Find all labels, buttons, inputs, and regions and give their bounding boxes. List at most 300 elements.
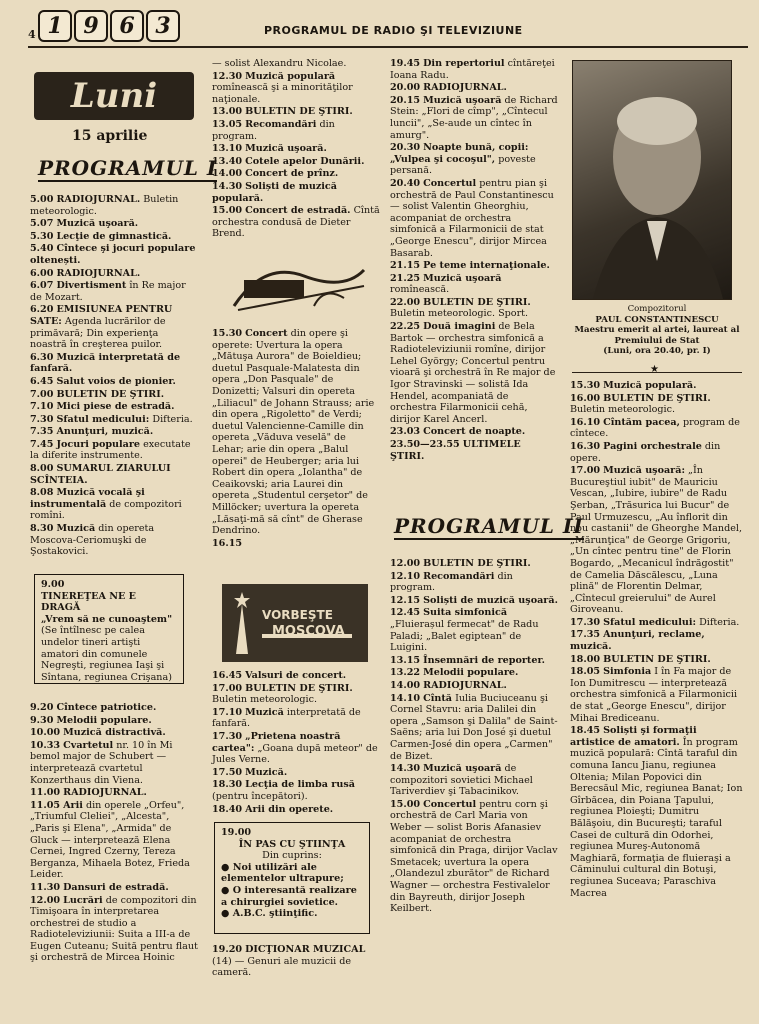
program-entry — [390, 595, 558, 607]
entry-time: 20.15 — [390, 94, 421, 106]
column-2-list-d — [212, 944, 380, 980]
page-number: 4 — [28, 28, 36, 41]
entry-title: Din repertoriul — [423, 58, 505, 69]
entry-time: 12.00 — [30, 894, 61, 906]
entry-title: Simfonia — [603, 666, 652, 678]
entry-title: Pagini orchestrale — [603, 440, 702, 452]
program-entry — [212, 143, 380, 155]
entry-time: 17.00 — [570, 465, 601, 477]
entry-time: 16.15 — [212, 537, 243, 549]
caption-label: Compozitorul — [627, 304, 687, 314]
vorbeste-line1: VORBEŞTE — [262, 608, 333, 622]
entry-title: BULETIN DE ŞTIRI. — [245, 106, 353, 118]
program-entry — [30, 882, 198, 894]
entry-time: 18.40 — [212, 803, 243, 815]
composer-photo — [572, 60, 732, 300]
entry-title: RADIOJURNAL. — [423, 82, 507, 94]
entry-time: 7.00 — [30, 388, 54, 400]
entry-time: 16.00 — [570, 392, 601, 404]
program-entry — [30, 218, 198, 230]
entry-time: 13.22 — [390, 667, 421, 679]
entry-title: SUMARUL ZIARULUI SCÎNTEIA. — [30, 463, 171, 486]
program-entry — [570, 654, 744, 666]
entry-title: Concertul — [423, 798, 477, 810]
entry-desc: nr. 10 în Mi bemol major de Schubert — interpretează cvartetul Konzerthaus din Viena. — [30, 739, 173, 786]
entry-title: Muzică uşoară. — [56, 218, 139, 230]
entry-desc: „În Bucureştiul iubit" de Mauriciu Vescan, „Iubire, iubire" de Radu Şerban, „Trăsurica lui Bucur" de Paul Urmuzescu, „Au înflorit din nou castanii" de Gheorghe Mandel, „Mărunţica" de George Grigoriu, „Un cîntec pentru tine" de Florin Bogardo, „Mecanicul îndrăgostit" de Camelia Dăscălescu, „Luna plină" de Florentin Delmar, „Cîntecul greierului" de Aurel Giroveanu. — [570, 465, 743, 616]
entry-time: 5.40 — [30, 243, 54, 255]
entry-title: BULETIN DE ŞTIRI. — [245, 682, 353, 694]
entry-time: 7.45 — [30, 438, 54, 450]
entry-title: Muzică uşoară — [423, 763, 502, 775]
entry-time: 12.10 — [390, 570, 421, 582]
entry-desc: Agenda lucrărilor de primăvară; Din experienţa noastră în creşterea puilor. — [30, 315, 166, 351]
entry-desc: cîntăreţei Ioana Radu. — [390, 58, 555, 81]
entry-time: 18.05 — [570, 666, 601, 678]
entry-desc: I în Fa major de Ion Dumitrescu — interpretează orchestra simfonică a Filarmonicii de stat „George Enescu", dirijor Mihai Brediceanu. — [570, 666, 738, 724]
program-entry — [390, 667, 558, 679]
program-1-title: PROGRAMUL I — [38, 156, 218, 180]
entry-desc: „Goana după meteor" de Jules Verne. — [212, 742, 378, 766]
tineretea-desc: (Se întîlnesc pe calea undelor tineri artişti amatori din comunele Negreşti, regiunea Iaşi şi Sîntana, regiunea Crişana) — [41, 625, 172, 683]
entry-time: 15.00 — [390, 798, 421, 810]
program-entry — [30, 487, 198, 522]
entry-title: Cîntece şi jocuri populare oltenești. — [30, 243, 196, 266]
entry-title: Două imagini — [423, 321, 496, 333]
entry-title: Mici piese de estradă. — [56, 401, 175, 413]
entry-time: 8.00 — [30, 463, 54, 475]
entry-title: Muzică uşoară — [423, 94, 502, 106]
entry-time: 6.30 — [30, 351, 54, 363]
entry-desc: de Bela Bartok — orchestra simfonică a Radioteleviziunii romîne, dirijor Lehel György; Concertul pentru vioară şi orchestră în Re major de Igor Stravinski — solistă Ida Hendel, acompaniată de orchestra Filarmonicii cehă, dirijor Karel Ancerl. — [390, 321, 556, 425]
program-entry — [30, 194, 198, 217]
entry-time: 14.30 — [390, 763, 421, 775]
entry-time: 19.45 — [390, 58, 421, 69]
entry-title: Recomandări — [423, 570, 495, 582]
entry-desc: pentru pian şi orchestră de Paul Constantinescu — solist Valentin Gheorghiu, acompaniat de orchestra simfonică a Filarmonicii de stat „George Enescu", dirijor Mircea Basarab. — [390, 177, 554, 259]
entry-title: Muzică. — [245, 766, 288, 778]
program-entry — [570, 393, 744, 416]
entry-time: 19.20 — [212, 944, 243, 955]
entry-time: 11.00 — [30, 787, 61, 799]
entry-title: Concert de estradă. — [245, 205, 351, 217]
entry-title: RADIOJURNAL. — [63, 787, 147, 799]
orchestra-illustration — [224, 256, 374, 318]
entry-desc: poveste persană. — [390, 153, 536, 177]
entry-title: Muzică populară — [245, 70, 336, 82]
entry-desc: de compozitori romîni. — [30, 498, 182, 522]
entry-time: 17.30 — [570, 616, 601, 628]
program-entry — [390, 58, 558, 81]
entry-title: Soliști de muzică uşoară. — [423, 594, 558, 606]
entry-desc: din program. — [390, 570, 513, 594]
program-entry — [30, 463, 198, 486]
year-digit: 3 — [146, 10, 180, 42]
entry-time: 6.45 — [30, 375, 54, 387]
entry-title: BULETIN DE ŞTIRI. — [423, 558, 531, 569]
entry-desc: în Re major de Mozart. — [30, 280, 186, 303]
column-1-list — [30, 194, 198, 559]
entry-desc: Buletin meteorologic. — [30, 194, 179, 217]
year-digit: 6 — [110, 10, 144, 42]
entry-desc: de Richard Stein: „Flori de cîmp", „Cîntecul luncii", „Se-aude un cîntec în amurg". — [390, 94, 558, 141]
program-entry — [30, 376, 198, 388]
program-entry — [30, 439, 198, 462]
caption-text: Maestru emerit al artei, laureat al Premiului de Stat — [574, 325, 740, 346]
entry-time: 7.30 — [30, 413, 54, 425]
program-entry — [390, 178, 558, 259]
program-entry — [212, 181, 380, 204]
entry-time: 9.20 — [30, 702, 54, 713]
entry-time: 18.00 — [570, 653, 601, 665]
program-entry — [30, 280, 198, 303]
program-entry — [212, 731, 380, 766]
entry-title: Arii din operete. — [245, 803, 334, 815]
stiinta-time: 19.00 — [221, 827, 252, 838]
entry-title: Recomandări — [245, 118, 317, 130]
entry-title: RADIOJURNAL. — [56, 267, 141, 279]
program-entry — [390, 558, 558, 570]
entry-title: DICŢIONAR MUZICAL — [245, 944, 366, 955]
caption-name: PAUL CONSTANTINESCU — [595, 314, 719, 325]
stiinta-box — [214, 822, 370, 934]
entry-title: BULETIN DE ŞTIRI. — [423, 296, 531, 308]
column-2-list-c — [212, 670, 380, 816]
entry-title: Însemnări de reporter. — [423, 654, 545, 666]
entry-title: Muzică interpretată de fanfară. — [30, 351, 181, 375]
program-entry — [390, 95, 558, 141]
entry-time: 11.30 — [30, 881, 61, 893]
day-name: Luni — [70, 76, 158, 116]
entry-title: Muzică uşoară. — [245, 143, 327, 155]
entry-time: 20.40 — [390, 177, 421, 189]
entry-time: 16.45 — [212, 670, 243, 681]
column-3-list — [390, 58, 558, 463]
entry-time: 14.30 — [212, 180, 243, 192]
program-entry — [390, 321, 558, 425]
entry-desc: program de cîntece. — [570, 416, 740, 440]
entry-time: 16.10 — [570, 416, 601, 428]
program-entry — [212, 670, 380, 682]
entry-desc: Difteria. — [696, 616, 740, 628]
entry-time: 14.00 — [390, 679, 421, 691]
program-entry — [30, 231, 198, 243]
year-digit: 1 — [38, 10, 72, 42]
entry-title: Noapte bună, copii: „Vulpea şi cocoşul", — [390, 142, 529, 165]
entry-time: 13.00 — [212, 106, 243, 118]
entry-title: Muzică populară. — [603, 380, 697, 391]
entry-title: Valsuri de concert. — [245, 670, 347, 681]
entry-desc: din opere şi operete: Uvertura la opera „Mătuşa Aurora" de Boieldieu; duetul Pasquale-Malatesta din opera „Don Pasquale" de Donizetti; Valsuri din opereta „Liliacul" de Johann Strauss; arie din opera „Rigoletto" de Verdi; duetul Valencienne-Camille din opereta „Văduva veselă" de Lehar; arie din opera „Balul operei" de Heuberger; aria lui Robert din opera „Iolantha" de Ceaikovski; aria Laurei din opereta „Studentul cerşetor" de Millöcker; uvertura la opereta „Lăsaţi-mă să cînt" de Gherase Dendrino. — [212, 328, 375, 537]
entry-title: Muzică uşoară: — [603, 465, 685, 477]
entry-desc: „Fluierașul fermecat" de Radu Paladi; „Balet egiptean" de Luigini. — [390, 618, 539, 654]
program-entry — [30, 523, 198, 558]
entry-desc: din opere. — [570, 440, 721, 464]
entry-title: Anunţuri, reclame, muzică. — [570, 629, 705, 653]
program-entry — [30, 715, 198, 727]
program-entry — [212, 767, 380, 779]
page-header — [28, 8, 748, 44]
entry-desc: de compozitori din Timişoara în interpretarea orchestrei de studio a Radioteleviziunii: Suita a III-a de Eugen Cuteanu; Suită pentru flaut şi orchestră de Mircea Hoinic — [30, 894, 198, 964]
photo-caption — [572, 304, 742, 357]
entry-desc: Iulia Buciuceanu şi Cornel Stavru: aria Dalilei din opera „Samson şi Dalila" de Saint-Saëns; aria lui Don José şi duetul Carmen-José din opera „Carmen" de Bizet. — [390, 692, 558, 762]
entry-time: 13.40 — [212, 155, 243, 167]
program-entry — [30, 243, 198, 266]
program-entry — [212, 205, 380, 240]
program-entry — [30, 268, 198, 280]
entry-title: Concert — [245, 328, 288, 339]
entry-title: Anunţuri, muzică. — [56, 426, 154, 438]
entry-title: „Prietena noastră cartea": — [212, 730, 341, 754]
entry-time: 12.00 — [390, 558, 421, 569]
entry-time: 14.10 — [390, 692, 421, 704]
entry-title: Pe teme internaţionale. — [423, 260, 550, 272]
entry-time: 18.45 — [570, 725, 601, 737]
tineretea-time: 9.00 — [41, 579, 65, 590]
entry-desc: Difteria. — [149, 413, 193, 425]
entry-desc: din operele „Orfeu", „Triumful Cleliei", „Alcesta", „Paris şi Elena", „Armida" de Gluck — interpretează Elena Cernei, Ingred Czerny, Tereza Berganza, Mihaela Botez, Frieda Leider. — [30, 799, 190, 881]
entry-title: EMISIUNEA PENTRU SATE: — [30, 304, 173, 327]
entry-desc: Buletin meteorologic. Sport. — [390, 308, 529, 320]
tineretea-box — [34, 574, 184, 684]
program-entry — [30, 800, 198, 881]
program-entry — [212, 328, 380, 537]
entry-time: 16.30 — [570, 440, 601, 452]
program-entry — [212, 683, 380, 706]
entry-title: ULTIMELE ŞTIRI. — [390, 439, 521, 462]
program-entry — [30, 426, 198, 438]
entry-title: Soliști de muzică populară. — [212, 180, 337, 204]
column-2-list — [212, 58, 380, 241]
entry-title: Cîntece patriotice. — [56, 702, 157, 713]
entry-title: Dansuri de estradă. — [63, 881, 169, 893]
program-entry — [30, 401, 198, 413]
program-entry — [570, 617, 744, 629]
entry-time: 17.35 — [570, 629, 601, 641]
entry-time: 11.05 — [30, 799, 61, 811]
entry-title: Concertul — [423, 177, 477, 189]
entry-title: Muzică vocală şi instrumentală — [30, 487, 145, 510]
entry-title: Cvartetul — [63, 739, 114, 751]
entry-time: 23.03 — [390, 426, 421, 438]
entry-title: Salut voios de pionier. — [56, 375, 176, 387]
program-entry — [212, 58, 380, 70]
entry-title: RADIOJURNAL. — [56, 194, 141, 205]
program-entry — [570, 465, 744, 616]
entry-title: Cîntăm pacea, — [603, 416, 680, 428]
entry-title: Melodii populare. — [423, 667, 519, 679]
entry-time: 6.20 — [30, 304, 54, 316]
running-head: PROGRAMUL DE RADIO ŞI TELEVIZIUNE — [264, 24, 523, 37]
entry-time: 5.30 — [30, 230, 54, 242]
entry-desc: executate la diferite instrumente. — [30, 438, 191, 462]
entry-desc: — solist Alexandru Nicolae. — [212, 58, 347, 69]
entry-title: RADIOJURNAL. — [423, 679, 507, 691]
entry-time: 14.00 — [212, 168, 243, 180]
entry-time: 22.00 — [390, 296, 421, 308]
entry-time: 5.07 — [30, 218, 54, 230]
entry-time: 23.50—23.55 — [390, 439, 460, 450]
program-entry — [30, 727, 198, 739]
program-entry — [390, 655, 558, 667]
entry-time: 17.50 — [212, 766, 243, 778]
program-entry — [390, 297, 558, 320]
entry-time: 8.08 — [30, 487, 54, 499]
program-entry — [30, 389, 198, 401]
tineretea-title: TINEREŢEA NE E DRAGĂ — [41, 590, 136, 614]
entry-title: Cîntă — [423, 692, 453, 704]
stiinta-bullet: ● O interesantă realizare a chirurgiei sovietice. — [221, 884, 357, 908]
column-3-list-b — [390, 558, 558, 916]
entry-desc: (pentru începători). — [212, 790, 308, 802]
program-entry — [570, 441, 744, 464]
program-entry — [30, 352, 198, 375]
program-entry — [570, 380, 744, 392]
program-entry — [390, 607, 558, 653]
stiinta-bullet: ● Noi utilizări ale elementelor ultrapure; — [221, 861, 344, 885]
entry-time: 12.15 — [390, 594, 421, 606]
entry-title: Muzică uşoară — [423, 272, 502, 284]
vorbeste-line2: MOSCOVA — [272, 624, 345, 639]
program-entry — [30, 414, 198, 426]
entry-time: 21.15 — [390, 260, 421, 272]
entry-title: Muzică — [245, 706, 284, 718]
entry-desc: interpretată de fanfară. — [212, 706, 361, 730]
entry-time: 21.25 — [390, 272, 421, 284]
entry-title: Arii — [63, 799, 83, 811]
entry-title: Lucrări — [63, 894, 103, 906]
entry-time: 7.35 — [30, 426, 54, 438]
entry-time: 15.30 — [570, 380, 601, 391]
entry-title: Suita simfonică — [423, 607, 508, 619]
entry-desc: romînească şi a minorităţilor naţionale. — [212, 82, 353, 105]
entry-time: 6.07 — [30, 280, 54, 292]
entry-title: Jocuri populare — [56, 438, 141, 450]
entry-time: 10.00 — [30, 727, 61, 739]
program-entry — [390, 82, 558, 94]
entry-title: Sfatul medicului: — [603, 616, 697, 628]
entry-title: Soliști şi formaţii artistice de amatori. — [570, 725, 697, 748]
entry-desc: pentru corn şi orchestră de Carl Maria von Weber — solist Boris Afanasiev acompaniat de orchestra simfonică din Praga, dirijor Vaclav Smetacek; uvertura la opera „Olandezul zburător" de Richard Wagner — orchestra Festivalelor din Bayreuth, dirijor Joseph Keilbert. — [390, 798, 558, 915]
program-entry — [30, 304, 198, 350]
year-digit: 9 — [74, 10, 108, 42]
entry-time: 13.05 — [212, 118, 243, 130]
entry-time: 7.10 — [30, 401, 54, 413]
program-entry — [212, 804, 380, 816]
entry-time: 12.30 — [212, 70, 243, 82]
column-2-list-b — [212, 328, 380, 550]
program-entry — [212, 106, 380, 118]
entry-time: 15.00 — [212, 205, 243, 217]
entry-desc: din program. — [212, 118, 335, 142]
entry-time: 20.30 — [390, 142, 421, 154]
entry-title: Sfatul medicului: — [56, 413, 150, 425]
program-entry — [570, 725, 744, 899]
stiinta-bullet: ● A.B.C. ştiinţific. — [221, 908, 318, 920]
entry-title: BULETIN DE ŞTIRI. — [603, 653, 711, 665]
program-entry — [30, 787, 198, 799]
entry-title: BULETIN DE ŞTIRI. — [56, 388, 165, 400]
program-entry — [390, 142, 558, 177]
program-entry — [30, 702, 198, 714]
entry-time: 8.30 — [30, 523, 54, 535]
column-4-list — [570, 380, 744, 900]
entry-desc: din opereta Moscova-Ceriomuşki de Şostakovici. — [30, 523, 155, 558]
entry-time: 15.30 — [212, 328, 243, 339]
entry-time: 5.00 — [30, 194, 54, 205]
entry-desc: de compozitori sovietici Michael Tariverdiev şi Tabacinikov. — [390, 763, 533, 798]
entry-title: Divertisment — [56, 280, 127, 292]
entry-time: 9.30 — [30, 714, 54, 726]
entry-title: Cotele apelor Dunării. — [245, 155, 365, 167]
entry-title: Lecţia de limba rusă — [245, 779, 355, 791]
program-entry — [30, 895, 198, 965]
entry-time: 18.30 — [212, 779, 243, 791]
entry-time: 6.00 — [30, 267, 54, 279]
program-entry — [212, 944, 380, 979]
entry-desc: Buletin meteorologic. — [570, 404, 676, 416]
program-entry — [390, 693, 558, 763]
program-entry — [390, 260, 558, 272]
entry-title: Lecţie de gimnastică. — [56, 230, 172, 242]
entry-time: 22.25 — [390, 321, 421, 333]
date-label: 15 aprilie — [72, 128, 148, 144]
day-banner — [34, 72, 194, 120]
entry-title: Concert de prînz. — [245, 168, 339, 180]
program-entry — [390, 439, 558, 462]
entry-title: Melodii populare. — [56, 714, 152, 726]
program-entry — [390, 426, 558, 438]
entry-title: Concert de noapte. — [423, 426, 526, 438]
vorbeste-moscova-banner — [222, 584, 368, 662]
entry-time: 17.30 — [212, 730, 243, 742]
entry-time: 20.00 — [390, 82, 421, 94]
header-rule — [28, 46, 748, 48]
entry-desc: romînească. — [390, 284, 450, 296]
entry-time: 17.10 — [212, 706, 243, 718]
program-entry — [212, 538, 380, 550]
program-entry — [212, 707, 380, 730]
entry-desc: (14) — Genuri ale muzicii de cameră. — [212, 955, 352, 979]
program-entry — [212, 71, 380, 106]
entry-title: BULETIN DE ŞTIRI. — [603, 392, 711, 404]
caption-ref: (Luni, ora 20.40, pr. I) — [603, 346, 711, 356]
entry-time: 17.00 — [212, 682, 243, 694]
program-entry — [390, 273, 558, 296]
entry-time: 13.10 — [212, 143, 243, 155]
program-entry — [390, 763, 558, 798]
column-1-list-b — [30, 702, 198, 965]
star-icon: ★ — [650, 364, 659, 375]
program-entry — [30, 740, 198, 786]
entry-title: Muzică — [56, 523, 96, 535]
program-entry — [390, 799, 558, 915]
program-entry — [212, 156, 380, 168]
entry-time: 13.15 — [390, 654, 421, 666]
program-entry — [570, 417, 744, 440]
entry-title: Muzică distractivă. — [63, 727, 166, 739]
entry-time: 12.45 — [390, 607, 421, 619]
program-2-title: PROGRAMUL II — [394, 514, 584, 538]
entry-time: 10.33 — [30, 739, 61, 751]
stiinta-intro: Din cuprins: — [262, 850, 322, 862]
program-entry — [570, 666, 744, 724]
program-entry — [390, 571, 558, 594]
program-entry — [390, 680, 558, 692]
stiinta-title: ÎN PAS CU ŞTIINŢA — [238, 838, 346, 850]
tineretea-subtitle: „Vrem să ne cunoaştem" — [41, 613, 173, 625]
year-badge — [38, 10, 180, 42]
